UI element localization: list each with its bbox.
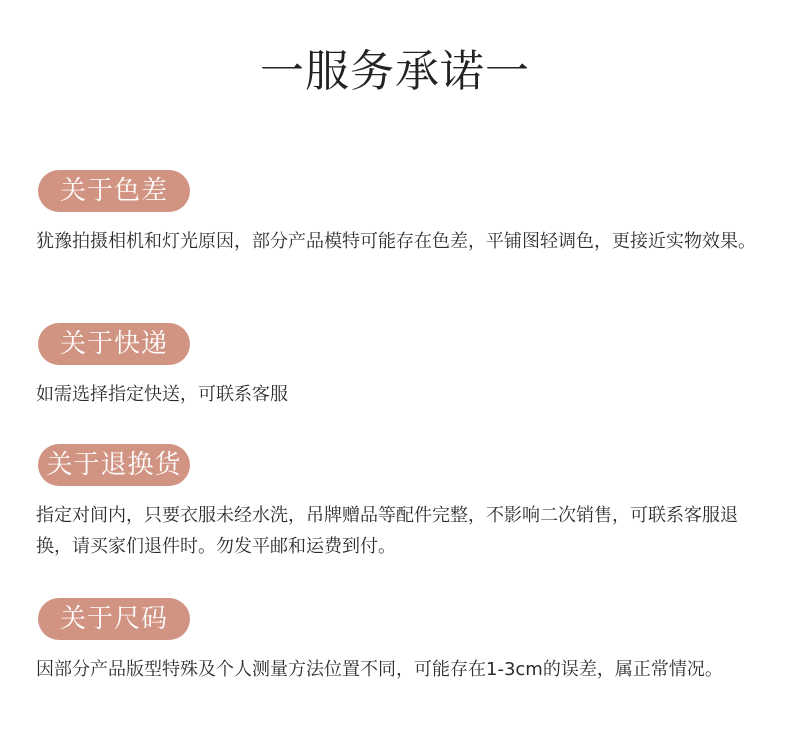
- section-body-text: 因部分产品版型特殊及个人测量方法位置不同，可能存在1-3cm的误差，属正常情况。: [36, 659, 723, 680]
- section-heading-badge: 关于色差: [38, 170, 190, 212]
- section-heading-badge: 关于快递: [38, 323, 190, 365]
- section-body-text: 指定对间内，只要衣服未经水洗，吊牌赠品等配件完整，不影响二次销售，可联系客服退换，请买家们退件时。勿发平邮和运费到付。: [36, 505, 738, 557]
- section-heading-badge: 关于尺码: [38, 598, 190, 640]
- page-title: 一服务承诺一: [260, 46, 530, 97]
- section-body-text: 犹豫拍摄相机和灯光原因，部分产品模特可能存在色差，平铺图轻调色，更接近实物效果。: [36, 231, 756, 252]
- section-heading-badge: 关于退换货: [38, 444, 190, 486]
- section-body-text: 如需选择指定快送，可联系客服: [36, 384, 288, 405]
